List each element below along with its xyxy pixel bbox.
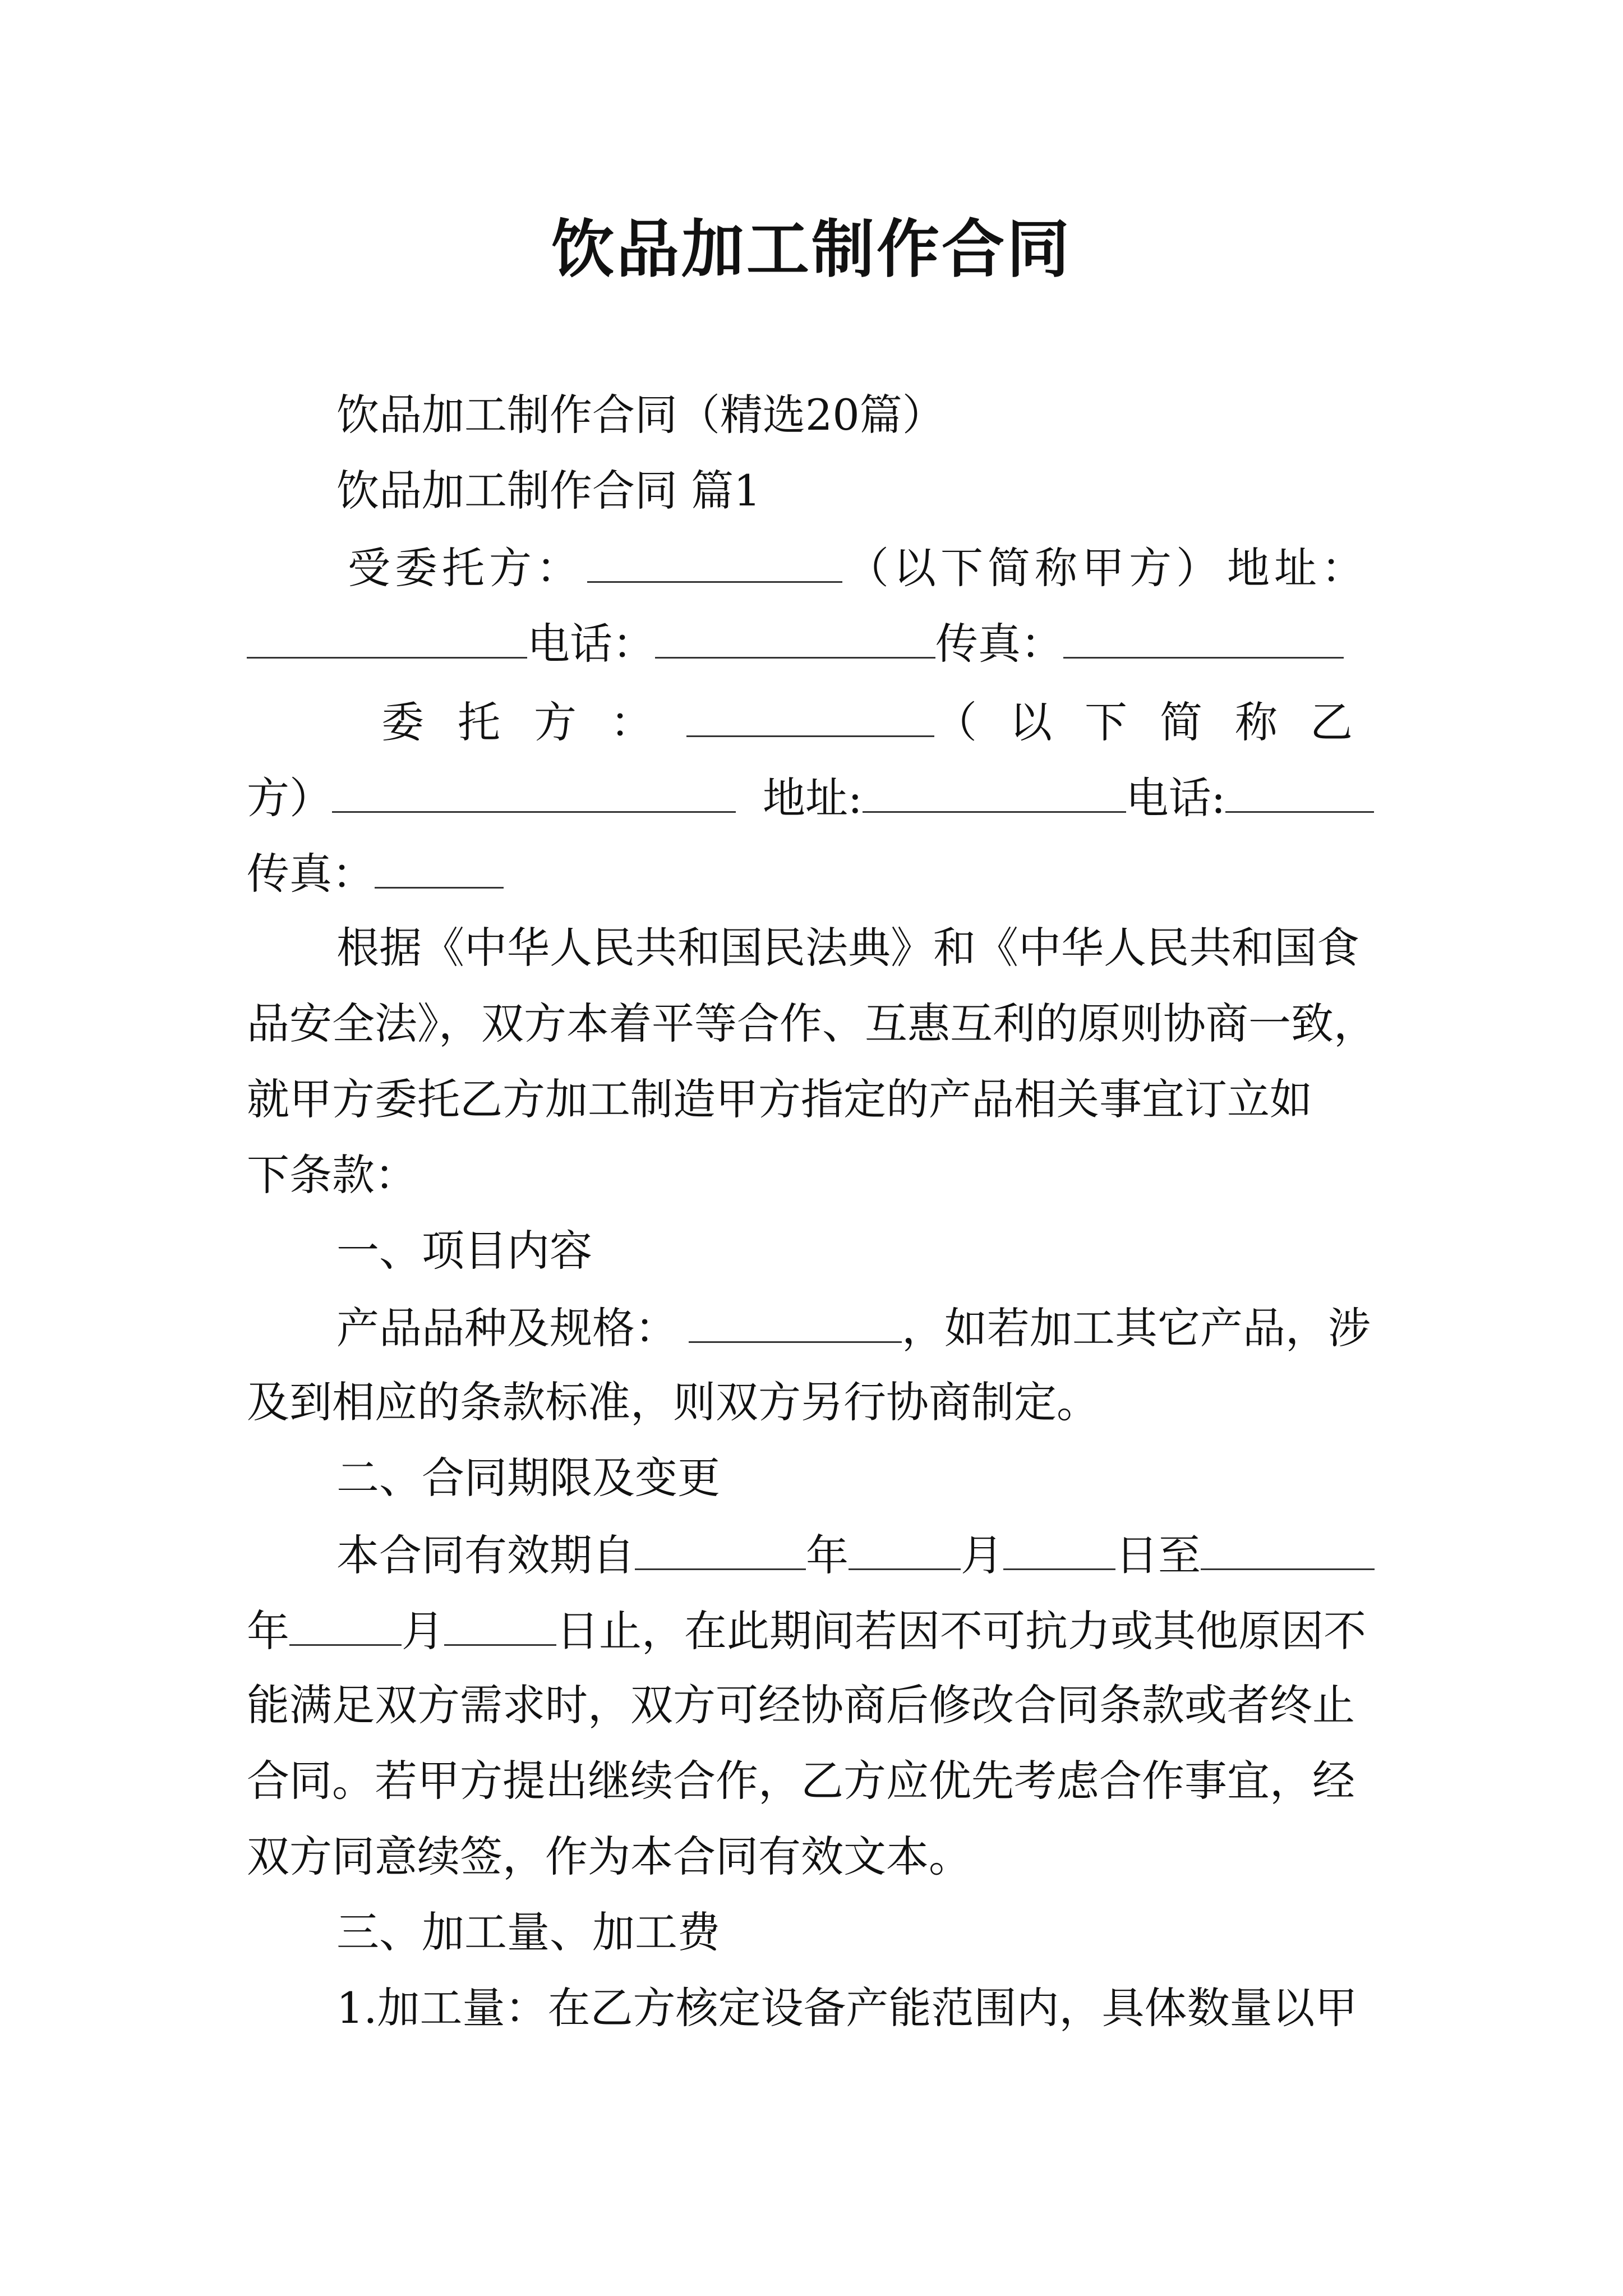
end-year-blank bbox=[1201, 1526, 1375, 1570]
document-title: 饮品加工制作合同 bbox=[551, 213, 1072, 286]
party-b-fax-label: 传真： bbox=[247, 849, 375, 899]
end-year-label: 年 bbox=[247, 1606, 289, 1656]
party-a-fax-label: 传真： bbox=[935, 619, 1063, 669]
party-b-suffix-start: （以下简称乙 bbox=[934, 697, 1385, 747]
section-2-line-2 bbox=[247, 1602, 1366, 1659]
party-b-line-1 bbox=[381, 693, 1385, 751]
party-b-suffix-end: 方） bbox=[247, 773, 332, 823]
party-a-line-1 bbox=[348, 539, 1368, 596]
party-b-name-blank bbox=[686, 693, 934, 737]
party-a-address-blank bbox=[247, 614, 527, 659]
party-a-line-2 bbox=[247, 614, 1344, 672]
intro-line-1: 根据《中华人民共和国民法典》和《中华人民共和国食 bbox=[336, 923, 1359, 973]
section-1-line-1 bbox=[336, 1299, 1371, 1356]
section-3-line-1: 1.加工量：在乙方核定设备产能范围内，具体数量以甲 bbox=[336, 1983, 1358, 2033]
party-b-address-label: 地址: bbox=[763, 773, 863, 823]
party-a-phone-label: 电话： bbox=[527, 619, 655, 669]
party-b-extra-blank bbox=[332, 769, 736, 813]
party-a-address-label: 地址： bbox=[1227, 543, 1368, 593]
product-spec-blank bbox=[689, 1299, 902, 1343]
end-month-blank bbox=[289, 1602, 402, 1646]
term-start-label: 本合同有效期自 bbox=[336, 1530, 635, 1580]
start-day-to-label: 日至 bbox=[1115, 1530, 1201, 1580]
party-b-line-2 bbox=[247, 769, 1374, 826]
section-2-line-1 bbox=[336, 1526, 1375, 1584]
section-heading: 饮品加工制作合同 篇1 bbox=[336, 466, 761, 516]
party-a-name-blank bbox=[587, 539, 842, 583]
intro-line-4: 下条款： bbox=[247, 1150, 417, 1200]
start-day-blank bbox=[1003, 1526, 1115, 1570]
intro-line-2: 品安全法》，双方本着平等合作、互惠互利的原则协商一致， bbox=[247, 999, 1376, 1048]
party-a-fax-blank bbox=[1063, 614, 1344, 659]
start-month-blank bbox=[849, 1526, 961, 1570]
start-year-label: 年 bbox=[806, 1530, 849, 1580]
party-a-label: 受委托方： bbox=[348, 543, 583, 593]
party-b-label: 委托方： bbox=[381, 697, 686, 747]
start-month-label: 月 bbox=[961, 1530, 1003, 1580]
party-b-fax-blank bbox=[375, 844, 504, 889]
start-year-blank bbox=[635, 1526, 806, 1570]
product-spec-rest: ，如若加工其它产品，涉 bbox=[902, 1303, 1371, 1353]
section-2-line-3: 能满足双方需求时，双方可经协商后修改合同条款或者终止 bbox=[247, 1680, 1355, 1730]
party-b-address-blank bbox=[863, 769, 1126, 813]
product-spec-label: 产品品种及规格： bbox=[336, 1303, 677, 1353]
end-day-blank bbox=[444, 1602, 556, 1646]
section-2-heading: 二、合同期限及变更 bbox=[336, 1453, 720, 1503]
end-month-label: 月 bbox=[402, 1606, 444, 1656]
section-3-heading: 三、加工量、加工费 bbox=[336, 1907, 720, 1957]
party-b-phone-label: 电话: bbox=[1126, 773, 1226, 823]
party-a-phone-blank bbox=[655, 614, 935, 659]
party-a-suffix: （以下简称甲方） bbox=[846, 543, 1223, 593]
party-b-line-3 bbox=[247, 844, 504, 902]
intro-line-3: 就甲方委托乙方加工制造甲方指定的产品相关事宜订立如 bbox=[247, 1074, 1312, 1124]
section-1-heading: 一、项目内容 bbox=[336, 1226, 592, 1276]
subtitle: 饮品加工制作合同（精选20篇） bbox=[336, 390, 945, 440]
party-b-phone-blank bbox=[1225, 769, 1374, 813]
section-2-line-5: 双方同意续签，作为本合同有效文本。 bbox=[247, 1832, 971, 1881]
section-2-line-4: 合同。若甲方提出继续合作，乙方应优先考虑合作事宜，经 bbox=[247, 1756, 1355, 1806]
end-day-text: 日止，在此期间若因不可抗力或其他原因不 bbox=[556, 1606, 1366, 1656]
section-1-line-2: 及到相应的条款标准，则双方另行协商制定。 bbox=[247, 1377, 1099, 1427]
